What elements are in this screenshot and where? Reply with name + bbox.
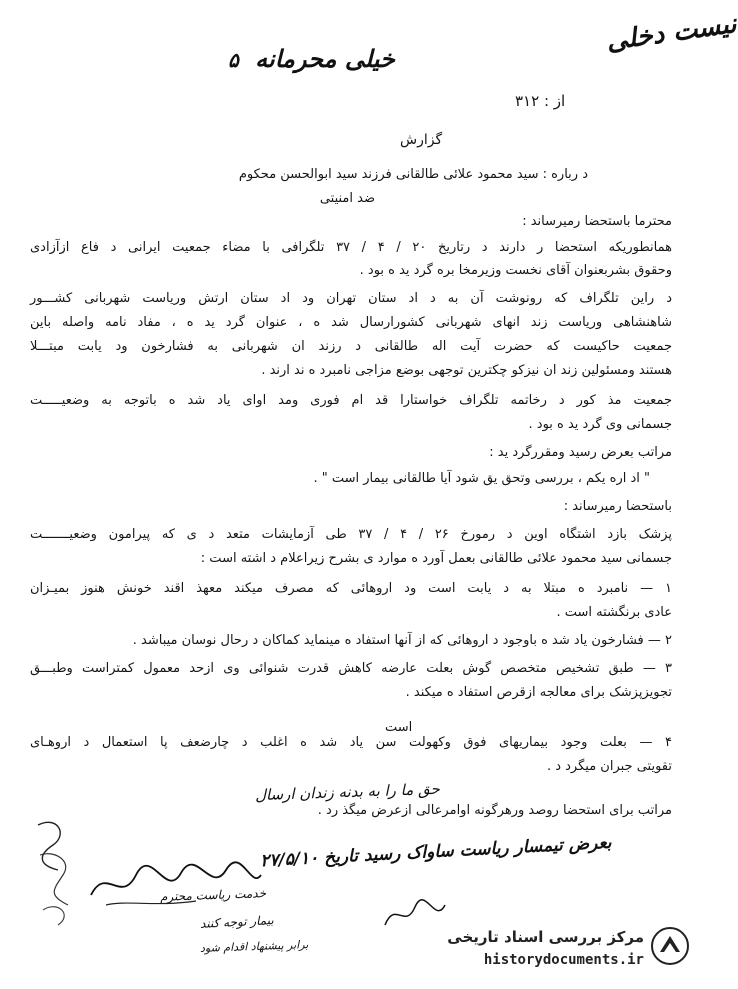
site-watermark-logo (430, 922, 692, 982)
report-heading: گزارش (400, 132, 443, 148)
list-item: ۳ — طبق تشخیص متخصص گوش بعلت عارضه کاهش قدرت شنوائی وی ازحد معمول کمتراست وطبـــق (30, 661, 672, 676)
handwritten-insertion: است (385, 720, 413, 735)
logo-url: historydocuments.ir (483, 952, 644, 968)
handwritten-margin-scribble (28, 815, 88, 935)
paragraph-line: جسمانی وی گرد ید ه بود . (528, 417, 672, 432)
paragraph-line: وحقوق بشربعنوان آقای نخست وزیرمخا بره گرد ید ه بود . (359, 263, 672, 278)
list-item: تجویزپزشک برای معالجه ازقرص استفاد ه میکند . (405, 685, 672, 700)
archive-logo-icon (650, 926, 690, 966)
paragraph-line: جمعیت مذ کور د رخاتمه تلگراف خواستارا قد ام فوری ومد اوای یاد شد ه باتوجه به وضعیـــــت (30, 393, 672, 408)
paragraph-line: مراتب بعرض رسید ومقررگرد ید : (489, 445, 672, 460)
paragraph-line: هستند ومسئولین زند ان نیزکو چکترین توجهی بوضع مزاجی نامبرد ه ند ارند . (261, 363, 672, 378)
list-item: ۲ — فشارخون یاد شد ه باوجود د اروهائی که از آنها استفاد ه مینماید کماکان د رحال نوسان میباشد . (132, 633, 672, 648)
greeting: محترما باستحضا رمیرساند : (522, 214, 672, 229)
title-ornament: ۵ (228, 48, 239, 72)
list-item: تقویتی جبران میگرد د . (546, 759, 672, 774)
paragraph-line: د راین تلگراف که رونوشت آن به د اد ستان تهران ود اد ستان ارتش وریاست شهربانی کشـــور (30, 291, 672, 306)
list-item: ۱ — نامبرد ه مبتلا به د یابت است ود اروهائی که مصرف میکند معهذ اقند خونش هنوز بمیـزان (30, 581, 672, 596)
subject-line-2: ضد امنیتی (319, 191, 375, 206)
signature-mark (86, 855, 266, 915)
handwritten-addressee: بعرض تیمسار ریاست ساواک رسید تاریخ ۲۷/۵/۱۰ (259, 832, 612, 872)
handwritten-note: برابر پیشنهاد اقدام شود (199, 938, 309, 955)
paragraph-line: باستحضا رمیرساند : (563, 499, 672, 514)
handwritten-note: بیمار توجه کنند (199, 913, 274, 931)
quoted-order: " اد اره یکم ، بررسی وتحق یق شود آیا طالقانی بیمار است " . (313, 471, 650, 486)
handwritten-note: خدمت ریاست محترم (159, 886, 267, 904)
paragraph-line: همانطوریکه استحضا ر دارند د رتاریخ ۲۰ / ۴ / ۳۷ تلگرافی با مضاء جمعیت ایرانی د فاع ازآزادی (30, 240, 672, 255)
classification-title: خیلی محرمانه (255, 44, 395, 73)
paragraph-line: پزشک بازد اشتگاه اوین د رمورخ ۲۶ / ۴ / ۳۷ طی آزمایشات متعد د ی که پیرامون وضعیـــــــت (30, 527, 672, 542)
paragraph-line: مراتب برای استحضا روصد ورهرگونه اوامرعالی ازعرض میگذ رد . (317, 803, 672, 818)
subject-line: د رباره : سید محمود علائی طالقانی فرزند سید ابوالحسن محکوم (238, 167, 588, 182)
list-item: عادی برنگشته است . (556, 605, 672, 620)
list-item: ۴ — بعلت وجود بیماریهای فوق وکهولت سن یاد شد ه اغلب د چارضعف پا استعمال د اروهـای (30, 735, 672, 750)
logo-title: مرکز بررسی اسناد تاریخی (447, 928, 644, 946)
paragraph-line: جمعیت حاکیست که حضرت آیت اله طالقانی د رزند ان شهربانی به فشارخون ود یابت مبتـــلا (30, 339, 672, 354)
handwritten-inline-note: حق ما را به بدنه زندان ارسال (254, 779, 441, 805)
reference-number: از : ۳۱۲ (515, 92, 566, 110)
handwritten-stamp-top: نیست دخلی (604, 9, 738, 57)
paragraph-line: شاهنشاهی وریاست زند انهای شهربانی کشورارسال شد ه ، عنوان گرد ید ه ، مفاد نامه واصله باین (30, 315, 672, 330)
paragraph-line: جسمانی سید محمود علائی طالقانی بعمل آورد ه موارد ی بشرح زیراعلام د اشته است : (200, 551, 672, 566)
